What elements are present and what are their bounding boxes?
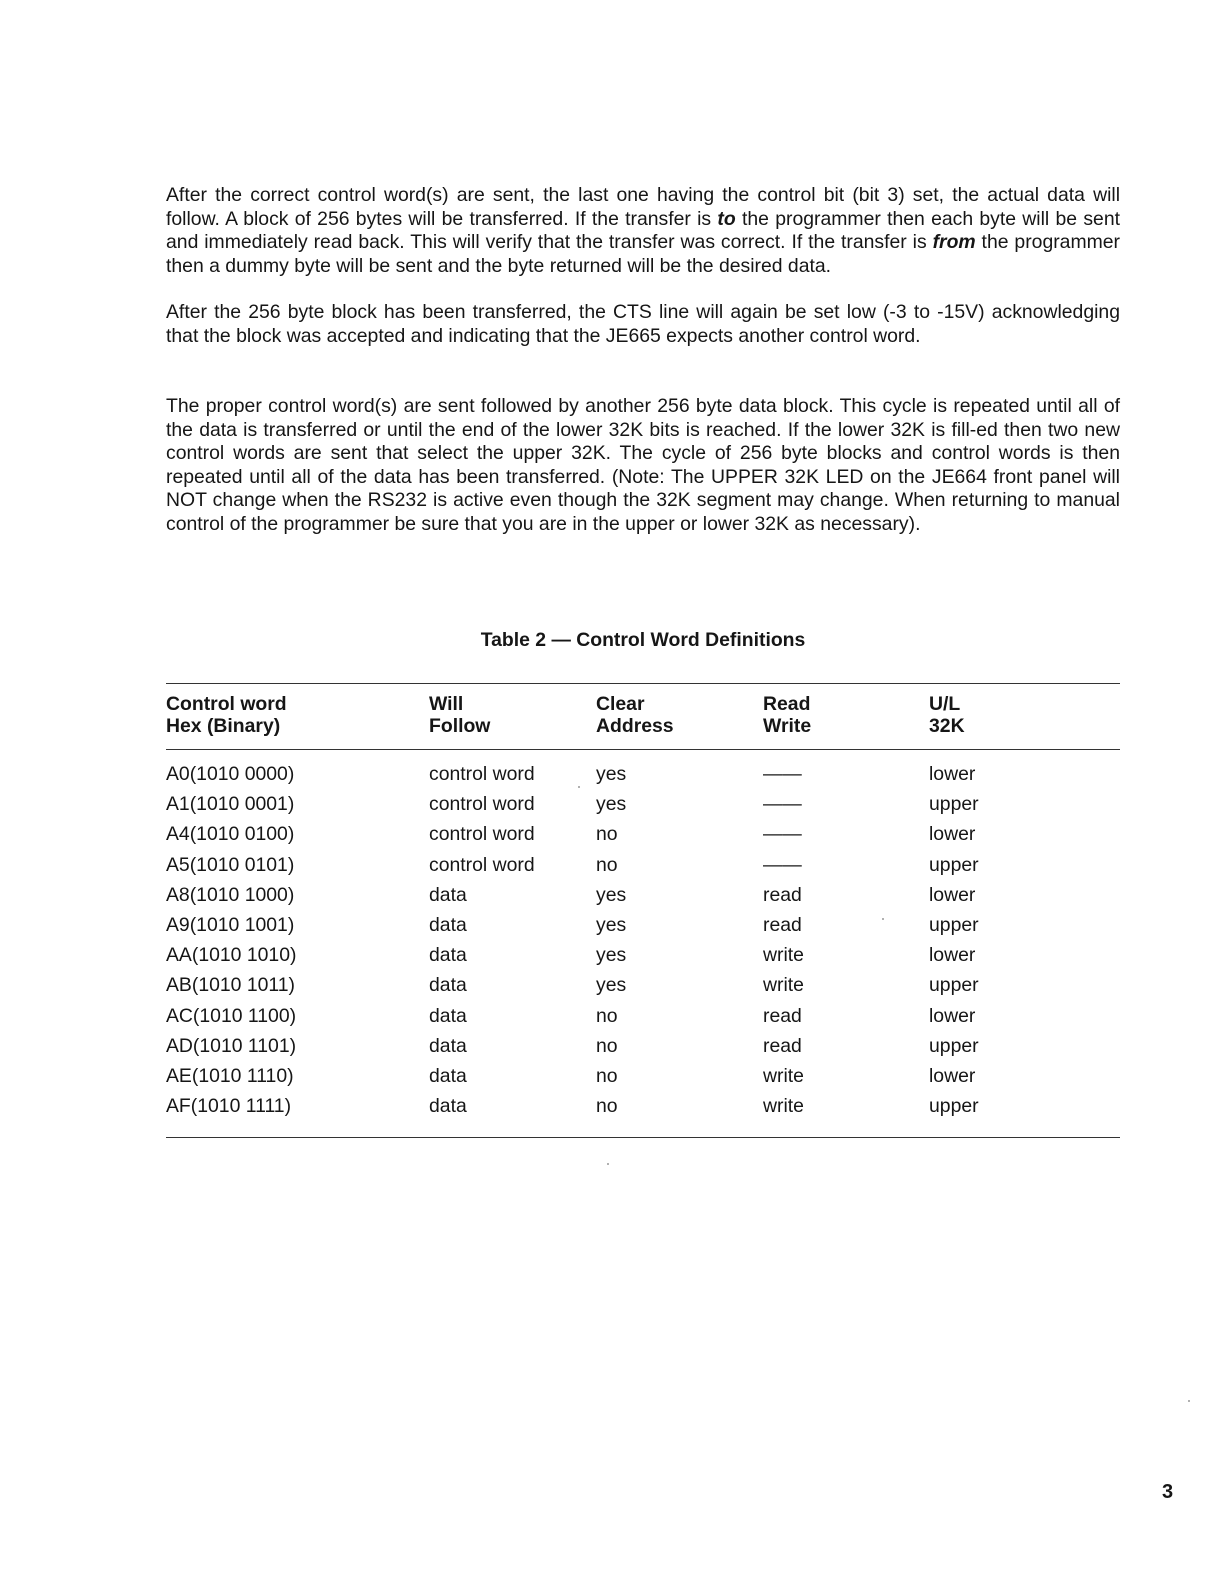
- cell-read-write: ——: [763, 763, 802, 785]
- cell-control-word: AB(1010 1011): [166, 974, 296, 997]
- table-title: Table 2 — Control Word Definitions: [480, 629, 806, 651]
- cell-ul-32k: upper: [929, 793, 979, 816]
- cell-control-word: AA(1010 1010): [166, 944, 297, 967]
- cell-will-follow: data: [429, 1095, 467, 1118]
- table-header-rule: [166, 749, 1120, 750]
- scan-speck: [607, 1163, 609, 1165]
- cell-clear-address: no: [596, 1065, 618, 1087]
- cell-ul-32k: upper: [929, 1095, 979, 1118]
- scan-speck: [882, 918, 884, 920]
- cell-read-write: write: [763, 944, 804, 967]
- cell-will-follow: control word: [429, 793, 535, 816]
- emphasis-to: to: [717, 207, 736, 230]
- cell-clear-address: no: [596, 853, 618, 876]
- cell-will-follow: data: [429, 883, 467, 906]
- column-header-clear-address: Clear Address: [596, 693, 674, 737]
- cell-clear-address: no: [596, 1004, 618, 1027]
- cell-clear-address: yes: [596, 763, 627, 785]
- cell-ul-32k: lower: [929, 1004, 976, 1027]
- cell-control-word: A5(1010 0101): [166, 853, 295, 876]
- cell-will-follow: data: [429, 1004, 467, 1027]
- cell-clear-address: no: [596, 1095, 618, 1118]
- cell-will-follow: data: [429, 944, 467, 967]
- cell-read-write: read: [763, 1004, 802, 1027]
- cell-ul-32k: upper: [929, 914, 979, 936]
- cell-will-follow: control word: [429, 763, 535, 785]
- cell-control-word: A0(1010 0000): [166, 763, 295, 785]
- cell-ul-32k: lower: [929, 944, 976, 967]
- column-header-ul-32k: U/L 32K: [929, 693, 965, 737]
- column-header-read-write: Read Write: [763, 693, 812, 737]
- scan-speck: [578, 786, 580, 788]
- page-number: 3: [1162, 1481, 1174, 1503]
- paragraph-text: the programmer then each byte will be sent and immediately read back. This will verify that the transfer was correct. If the transfer is: [166, 207, 1120, 253]
- cell-clear-address: yes: [596, 974, 627, 997]
- cell-will-follow: data: [429, 1034, 467, 1057]
- table-bottom-rule: [166, 1137, 1120, 1138]
- cell-will-follow: data: [429, 1065, 467, 1087]
- cell-clear-address: yes: [596, 883, 627, 906]
- cell-read-write: ——: [763, 853, 802, 876]
- cell-read-write: read: [763, 914, 802, 936]
- cell-ul-32k: lower: [929, 1065, 976, 1087]
- cell-read-write: ——: [763, 793, 802, 816]
- scan-speck: [1188, 1400, 1190, 1402]
- cell-read-write: ——: [763, 823, 802, 846]
- cell-control-word: A1(1010 0001): [166, 793, 295, 816]
- cell-ul-32k: upper: [929, 1034, 979, 1057]
- cell-read-write: write: [763, 974, 804, 997]
- emphasis-from: from: [932, 231, 976, 253]
- paragraph-cts-acknowledge: After the 256 byte block has been transferred, the CTS line will again be set low (-3 to -15V) acknowledging that the block was accepted and indicating that the JE665 expects another control word.: [166, 301, 1120, 347]
- cell-control-word: A9(1010 1001): [166, 914, 295, 936]
- cell-control-word: A8(1010 1000): [166, 883, 295, 906]
- cell-clear-address: no: [596, 823, 618, 846]
- paragraph-text: the programmer then a dummy byte will be sent and the byte returned will be the desired data.: [166, 231, 1121, 277]
- cell-read-write: read: [763, 1034, 802, 1057]
- column-header-will-follow: Will Follow: [429, 693, 491, 737]
- cell-ul-32k: lower: [929, 883, 976, 906]
- cell-control-word: AE(1010 1110): [166, 1065, 294, 1087]
- table-top-rule: [166, 683, 1120, 684]
- cell-control-word: AD(1010 1101): [166, 1034, 297, 1057]
- cell-read-write: write: [763, 1065, 804, 1087]
- cell-will-follow: control word: [429, 853, 535, 876]
- cell-ul-32k: lower: [929, 823, 976, 846]
- cell-will-follow: control word: [429, 823, 535, 846]
- cell-clear-address: yes: [596, 944, 627, 967]
- paragraph-text: After the correct control word(s) are sent, the last one having the control bit (bit 3) set, the actual data will follow. A block of 256 bytes will be transferred. If the transfer is: [166, 184, 1120, 230]
- cell-clear-address: yes: [596, 914, 627, 936]
- cell-will-follow: data: [429, 974, 467, 997]
- cell-ul-32k: lower: [929, 763, 976, 785]
- cell-clear-address: yes: [596, 793, 627, 816]
- column-header-control-word: Control word Hex (Binary): [166, 693, 287, 737]
- cell-clear-address: no: [596, 1034, 618, 1057]
- cell-will-follow: data: [429, 914, 467, 936]
- cell-read-write: write: [763, 1095, 804, 1118]
- cell-read-write: read: [763, 883, 802, 906]
- cell-control-word: AF(1010 1111): [166, 1095, 292, 1118]
- cell-control-word: AC(1010 1100): [166, 1004, 297, 1027]
- paragraph-cycle-repeat: The proper control word(s) are sent followed by another 256 byte data block. This cycle is repeated until all of the data is transferred or until the end of the lower 32K bits is reached. If the lower 32K is fill-ed then two new control words are sent that select the upper 32K. The cycle of 256 byte blocks and control words is then repeated until all of the data has been transferred. (Note: The UPPER 32K LED on the JE664 front panel will NOT change when the RS232 is active even though the 32K segment may change. When returning to manual control of the programmer be sure that you are in the upper or lower 32K as necessary).: [166, 395, 1120, 535]
- cell-control-word: A4(1010 0100): [166, 823, 295, 846]
- cell-ul-32k: upper: [929, 974, 979, 997]
- cell-ul-32k: upper: [929, 853, 979, 876]
- paragraph-data-transfer: [166, 184, 1120, 278]
